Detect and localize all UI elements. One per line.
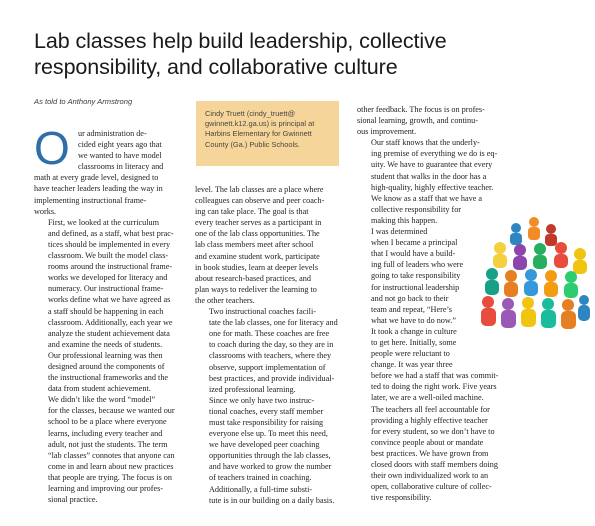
text-line: change. It was year three [371, 360, 453, 370]
figure-row-bottom [481, 295, 590, 329]
text-line: for the classes, because we wanted our [48, 406, 175, 416]
text-line: Our staff knows that the underly- [371, 138, 480, 148]
text-line: ted to doing the right work. Five years [371, 382, 497, 392]
column-2 [195, 184, 343, 506]
text-line: rooms around the instructional frame- [48, 262, 173, 272]
text-line: works we developed for literacy and [48, 273, 168, 283]
text-line: observe, support implementation of [209, 362, 326, 372]
text-line: ing full of leaders who were [371, 260, 464, 270]
text-line: that I would have a build- [371, 249, 456, 259]
text-line: every teacher serves as a participant in [195, 218, 322, 228]
text-line: classroom. Additionally, each year we [48, 317, 173, 327]
text-line: open, collaborative culture of collec- [371, 482, 492, 492]
text-line: we wanted to have model [78, 151, 162, 161]
text-line: works define what we have agreed as [48, 295, 171, 305]
colorful-figures-pyramid-image [476, 214, 592, 334]
figure-row-top [510, 217, 557, 246]
text-line: Additionally, a full-time substi- [209, 484, 313, 494]
text-line: tive responsibility. [371, 493, 432, 503]
text-line: team and repeat, “Here’s [371, 304, 452, 314]
text-line: data from student achievement. [48, 384, 151, 394]
text-line: level. The lab classes are a place where [195, 185, 324, 194]
text-line: collective responsibility for [371, 204, 462, 214]
text-line: to get here. Initially, some [371, 337, 457, 347]
text-line: people were reluctant to [371, 349, 450, 359]
text-line: learning and improving our profes- [48, 484, 164, 493]
text-line: I was determined [371, 227, 428, 237]
text-line: cided eight years ago that [78, 140, 162, 150]
text-line: a staff should be happening in each [48, 306, 164, 316]
text-line: ur administration de- [78, 129, 147, 138]
figure-row-3 [485, 268, 578, 298]
text-line: The teachers all feel accountable for [371, 404, 490, 414]
paragraph [34, 217, 178, 395]
text-line: going to take responsibility [371, 271, 461, 281]
text-line: student that walks in the door has a [371, 171, 487, 181]
drop-cap: O [34, 122, 70, 174]
text-line: math at every grade level, designed to [34, 173, 159, 183]
text-line: come in and learn about new practices [48, 461, 174, 471]
text-line: adult, not just the students. The term [48, 439, 168, 449]
text-line: closed doors with staff members doing [371, 460, 498, 469]
paragraph [357, 104, 507, 137]
text-line: what we have to do now.” [371, 315, 456, 325]
paragraph [195, 395, 343, 484]
text-line: We didn’t like the word “model” [48, 395, 156, 405]
text-line: and not go back to their [371, 293, 449, 303]
paragraph [34, 122, 178, 217]
text-line: tices should be implemented in every [48, 239, 171, 249]
text-line: analyze the student achievement data [48, 328, 170, 338]
text-line: convince people about or mandate [371, 437, 484, 447]
text-line: and defined, as a staff, what best prac- [48, 228, 174, 238]
text-line: best practices. We have grown from [371, 448, 489, 458]
text-line: and have worked to grow the number [209, 462, 332, 472]
text-line: Two instructional coaches facili- [209, 307, 316, 317]
text-line: tate the lab classes, one for literacy and [209, 318, 338, 328]
text-line: ized professional learning. [209, 384, 296, 394]
text-line: have teacher leaders leading the way in [34, 184, 163, 194]
text-line: that people are trying. The focus is on [48, 472, 172, 482]
text-line: high-quality, highly effective teacher. [371, 182, 494, 192]
text-line: school to be a place where everyone [48, 417, 167, 427]
text-line: ous improvement. [357, 127, 417, 137]
text-line: ing can take place. The goal is that [195, 207, 309, 217]
text-line: designed around the components of [48, 361, 165, 371]
text-line: opportunities through the lab classes, [209, 451, 331, 461]
text-line: later, we are a well-oiled machine. [371, 393, 484, 403]
text-line: ing premise of everything we do is eq- [371, 149, 498, 159]
text-line: implementing instructional frame- [34, 195, 147, 205]
column-1 [34, 122, 178, 505]
text-line: uity. We have to guarantee that every [371, 160, 493, 170]
figure-row-2 [493, 242, 587, 274]
text-line: to coach during the day, so they are in [209, 340, 334, 350]
text-line: colleagues can observe and peer coach- [195, 196, 325, 206]
text-line: we have developed peer coaching [209, 440, 320, 450]
text-line: about research-based practices, and [195, 273, 311, 283]
text-line: providing a highly effective teacher [371, 415, 488, 425]
text-line: It took a change in culture [371, 326, 457, 336]
text-line: other feedback. The focus is on profes- [357, 105, 485, 114]
text-line: Since we only have two instruc- [209, 395, 315, 405]
text-line: before we had a staff that was commit- [371, 371, 499, 381]
paragraph [195, 184, 343, 306]
text-line: numeracy. Our instructional frame- [48, 284, 164, 294]
text-line: of teachers trained in coaching. [209, 473, 312, 483]
article-title: Lab classes help build leadership, collective responsibility, and collaborative culture [34, 29, 447, 79]
text-line: and examine student work, participate [195, 251, 320, 261]
paragraph [195, 306, 343, 395]
author-callout-box: Cindy Truett (cindy_truett@ gwinnett.k12.ga.us) is principal at Harbins Elementary for Gwinnett County (Ga.) Public Schools. [196, 101, 339, 166]
text-line: must take responsibility for raising [209, 417, 324, 427]
paragraph [357, 137, 507, 226]
text-line: for every student, so we don’t have to [371, 426, 495, 436]
text-line: best practices, and provide individual- [209, 373, 335, 383]
text-line: sional learning, growth, and continu- [357, 116, 478, 126]
text-line: lab class members meet after school [195, 240, 314, 250]
text-line: the instructional frameworks and the [48, 373, 169, 383]
text-line: one of the lab class opportunities. The [195, 229, 320, 239]
text-line: making this happen. [371, 215, 438, 225]
text-line: and examine the needs of students. [48, 339, 163, 349]
text-line: Our professional learning was then [48, 350, 163, 360]
text-line: “lab classes” connotes that anyone can [48, 450, 175, 460]
text-line: learns, including every teacher and [48, 428, 163, 438]
text-line: tute is in our building on a daily basis. [209, 495, 335, 505]
text-line: classrooms in literacy and [78, 162, 164, 172]
paragraph [195, 484, 343, 506]
text-line: We know as a staff that we have a [371, 193, 483, 203]
text-line: everyone else up. To meet this need, [209, 429, 328, 439]
text-line: when I became a principal [371, 238, 458, 248]
text-line: works. [34, 206, 57, 216]
text-line: First, we looked at the curriculum [48, 217, 159, 227]
text-line: in book studies, learn at deeper levels [195, 262, 319, 272]
text-line: plan ways to redeliver the learning to [195, 284, 317, 294]
byline: As told to Anthony Armstrong [34, 97, 133, 106]
text-line: for instructional leadership [371, 282, 460, 292]
text-line: sional practice. [48, 495, 98, 505]
text-line: classroom. We built the model class- [48, 251, 169, 261]
text-line: classrooms with teachers, where they [209, 351, 332, 361]
paragraph [34, 394, 178, 505]
text-line: tional coaches, every staff member [209, 406, 324, 416]
text-line: their own individualized work to an [371, 471, 489, 481]
text-line: one for math. These coaches are free [209, 329, 330, 339]
text-line: the other teachers. [195, 295, 255, 305]
